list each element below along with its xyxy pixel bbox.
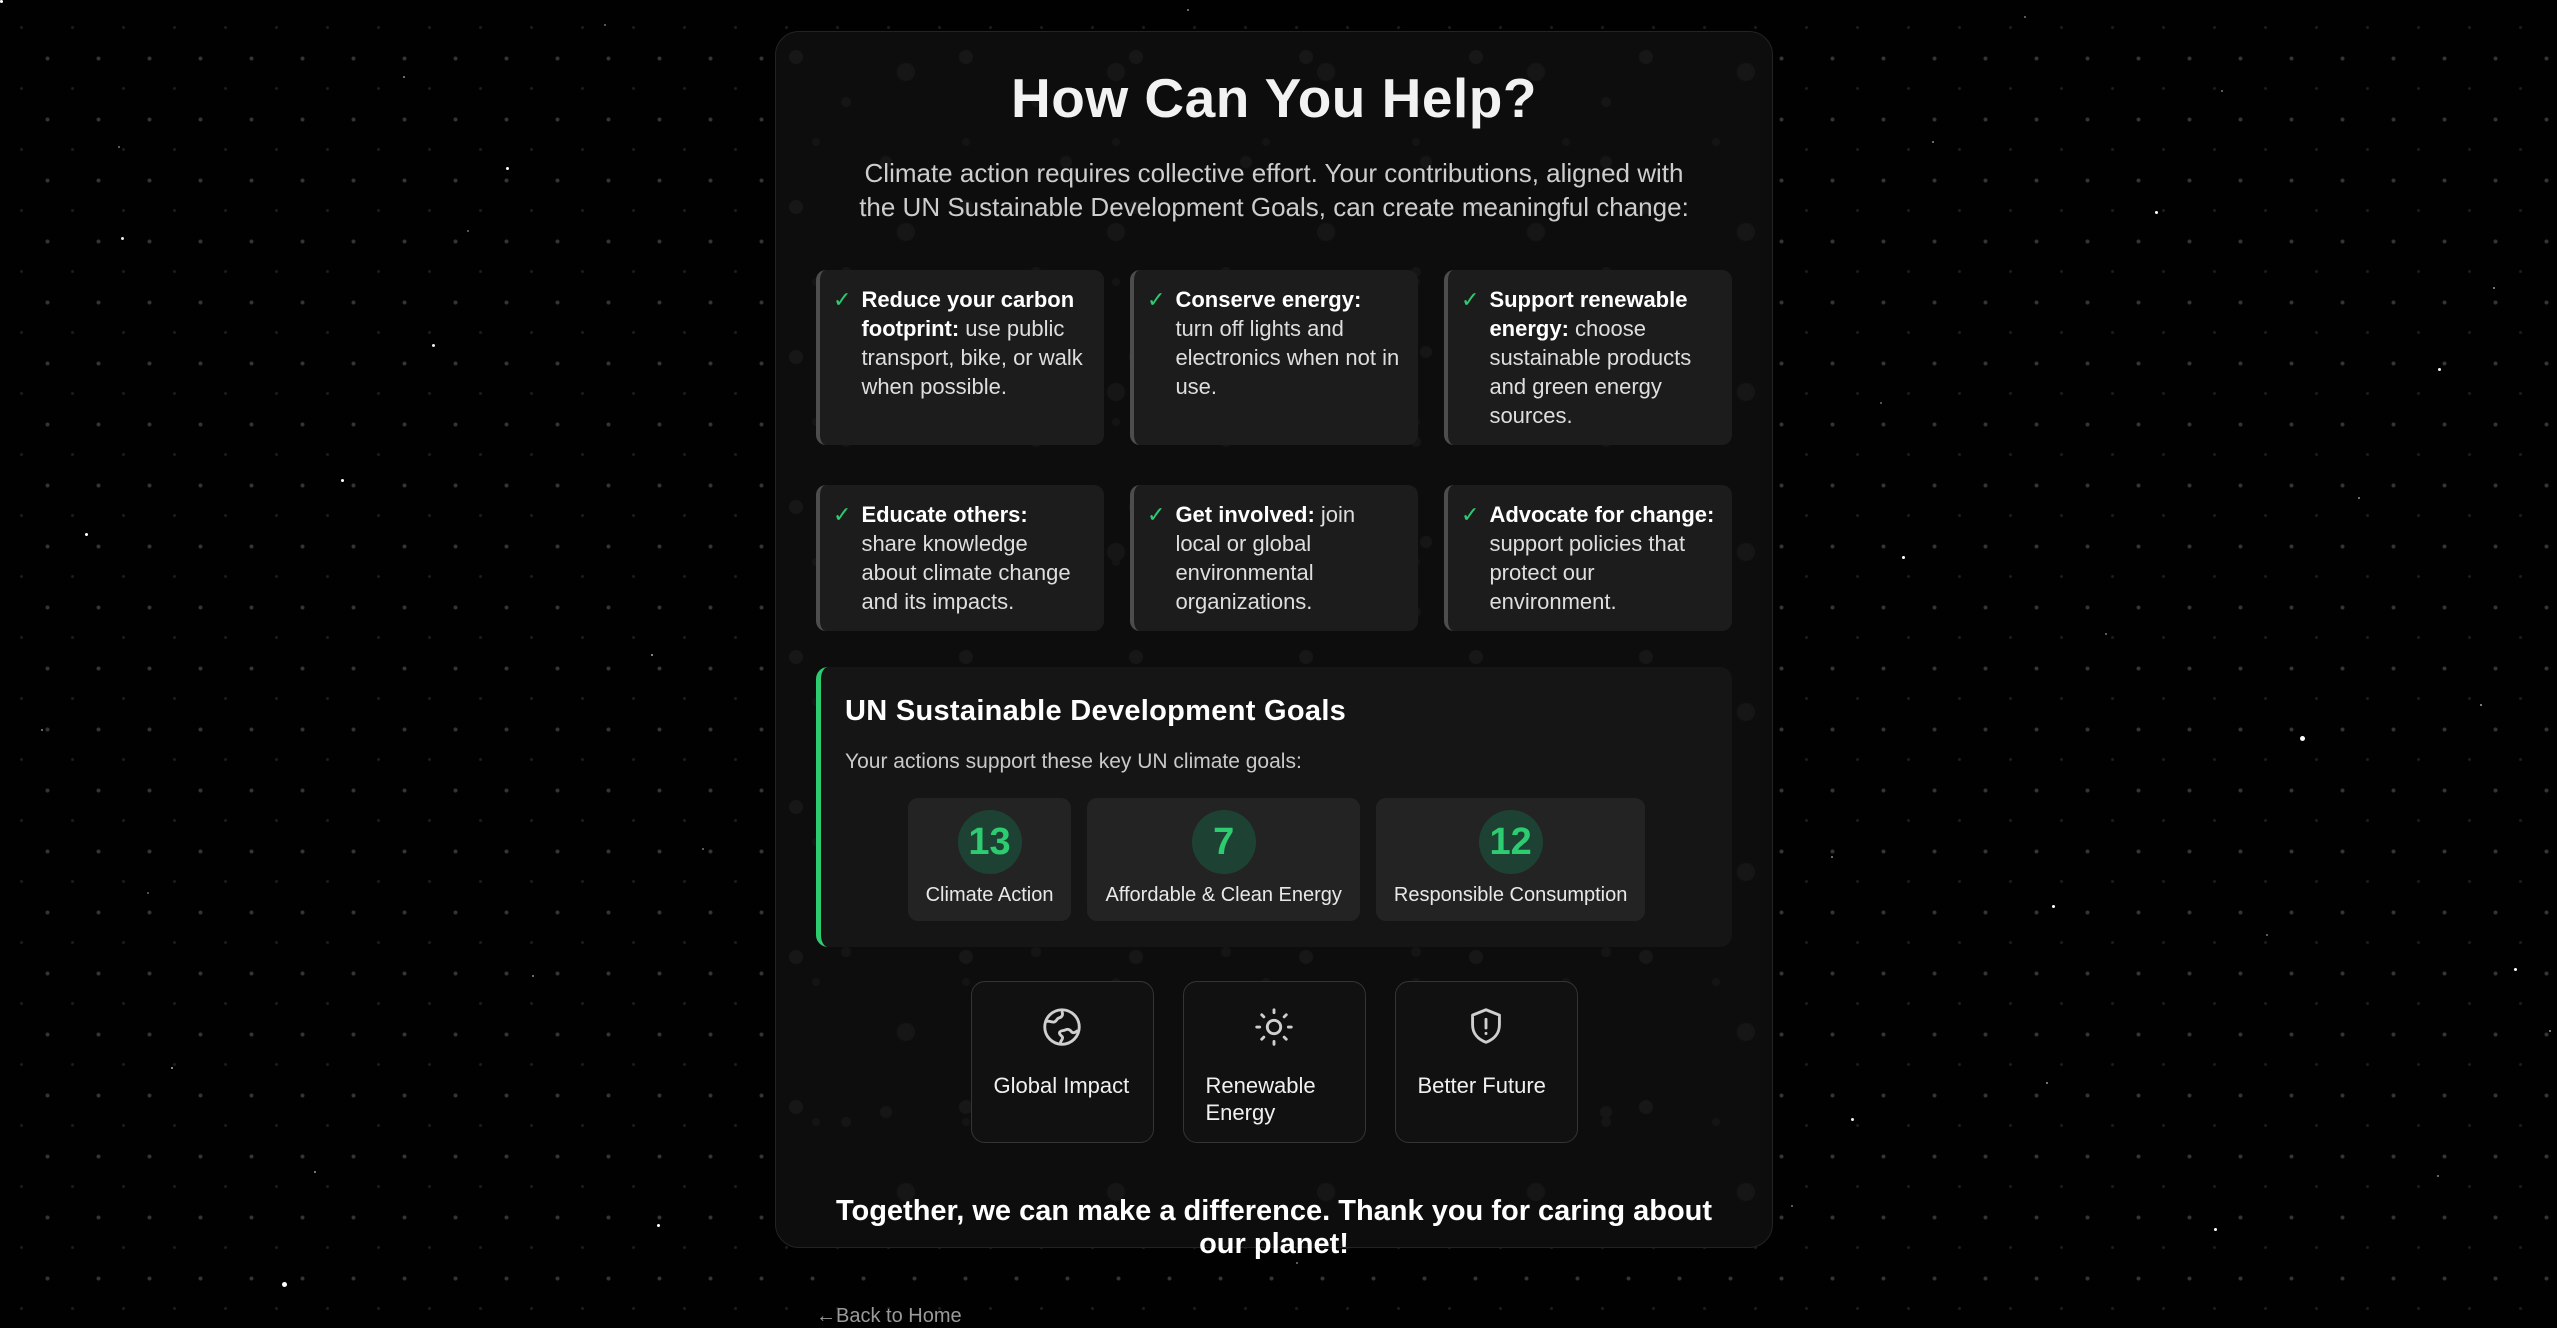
tip-card-educate-others: [816, 485, 1104, 631]
starfield-bright: [0, 0, 3, 3]
feature-cards-row: [816, 981, 1732, 1143]
sdg-goal-card-clean-energy: [1087, 798, 1359, 921]
tip-rest: support policies that protect our environment.: [1489, 531, 1686, 614]
back-link-label: Back to Home: [836, 1305, 962, 1327]
main-panel: [775, 31, 1773, 1327]
tip-lead: Conserve energy:: [1175, 287, 1362, 312]
sdg-goal-label: Responsible Consumption: [1393, 884, 1628, 906]
tip-rest: choose sustainable products and green energy sources.: [1489, 316, 1692, 428]
check-icon: ✓: [1461, 287, 1480, 312]
tip-rest: turn off lights and electronics when not in use.: [1175, 316, 1400, 399]
tip-rest: share knowledge about climate change and its impacts.: [861, 531, 1071, 614]
tip-card-conserve-energy: [1130, 270, 1418, 445]
subtitle-line-1: Climate action requires collective effort. Your contributions, aligned with: [864, 158, 1684, 188]
sdg-goal-label: Climate Action: [925, 884, 1054, 906]
tip-text: [861, 500, 1088, 616]
sdg-goal-card-responsible-consumption: [1376, 798, 1645, 921]
sdg-goals-row: [845, 798, 1708, 921]
back-arrow-icon: ←: [816, 1305, 836, 1327]
tip-text: [1489, 285, 1716, 430]
check-icon: ✓: [833, 287, 852, 312]
sun-icon: [1206, 1004, 1343, 1050]
tip-text: [1175, 500, 1402, 616]
back-to-home-link[interactable]: [816, 1305, 962, 1328]
page-title: How Can You Help?: [1011, 67, 1537, 129]
globe-icon: [994, 1004, 1131, 1050]
tip-lead: Reduce your carbon footprint:: [861, 287, 1075, 341]
shield-icon: [1418, 1004, 1555, 1050]
sdg-goal-label: Affordable & Clean Energy: [1105, 884, 1342, 906]
tip-lead: Advocate for change:: [1489, 502, 1715, 527]
sdg-goal-number: 12: [1479, 810, 1543, 874]
sdg-goal-number: 13: [958, 810, 1022, 874]
feature-card-global-impact: [971, 981, 1154, 1143]
feature-card-renewable-energy: [1183, 981, 1366, 1143]
sdg-goal-card-climate-action: [908, 798, 1072, 921]
sdg-panel: [816, 667, 1732, 947]
check-icon: ✓: [1461, 502, 1480, 527]
tip-card-support-renewable: [1444, 270, 1732, 445]
feature-label: Better Future: [1417, 1073, 1546, 1098]
feature-label: Renewable Energy: [1205, 1073, 1316, 1125]
check-icon: ✓: [1147, 502, 1166, 527]
subtitle-line-2: the UN Sustainable Development Goals, can create meaningful change:: [859, 192, 1689, 222]
feature-card-better-future: [1395, 981, 1578, 1143]
tip-rest: join local or global environmental organizations.: [1175, 502, 1356, 614]
tip-lead: Get involved:: [1175, 502, 1315, 527]
tip-text: [861, 285, 1088, 430]
closing-message: Together, we can make a difference. Thank you for caring about our planet!: [835, 1195, 1713, 1260]
tip-text: [1489, 500, 1716, 616]
tips-grid: [816, 270, 1732, 631]
tip-rest: use public transport, bike, or walk when possible.: [861, 316, 1083, 399]
tip-card-get-involved: [1130, 485, 1418, 631]
check-icon: ✓: [833, 502, 852, 527]
tip-text: [1175, 285, 1402, 430]
tip-card-reduce-footprint: [816, 270, 1104, 445]
tip-lead: Support renewable energy:: [1489, 287, 1688, 341]
tip-lead: Educate others:: [861, 502, 1028, 527]
check-icon: ✓: [1147, 287, 1166, 312]
sdg-goal-number: 7: [1192, 810, 1256, 874]
tip-card-advocate-change: [1444, 485, 1732, 631]
feature-label: Global Impact: [993, 1073, 1130, 1098]
sdg-heading: UN Sustainable Development Goals: [845, 695, 1347, 727]
sdg-description: Your actions support these key UN climate goals:: [845, 750, 1302, 773]
page-subtitle: [816, 156, 1732, 224]
